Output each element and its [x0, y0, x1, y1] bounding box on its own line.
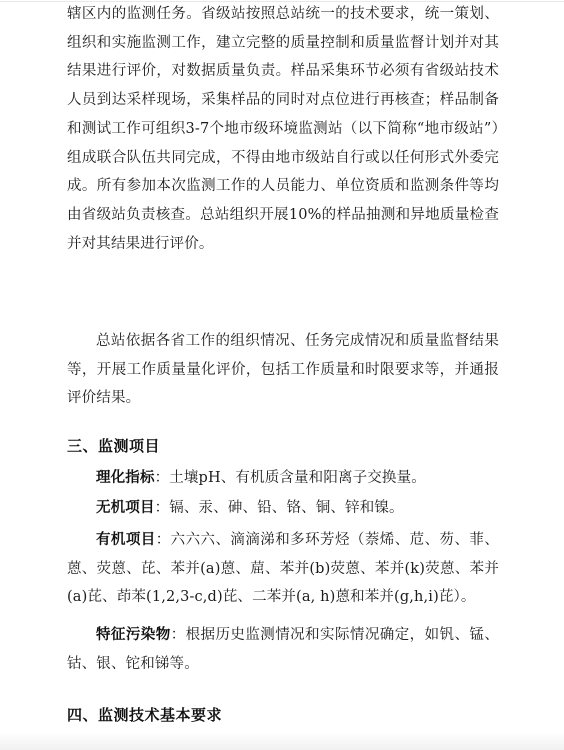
item-organic-text: ：六六六、滴滴涕和多环芳烃（萘烯、苊、芴、菲、蒽、荧蒽、芘、苯并(a)蒽、䓛、苯并(b)荧蒽、苯并(k)荧蒽、苯并(a)芘、茚苯(1,2,3-c,d)芘、二苯并(a, h)蒽和苯并(g,h,i)芘）。 [67, 532, 499, 606]
item-inorganic-label: 无机项目 [96, 500, 155, 516]
item-inorganic-text: ：镉、汞、砷、铅、铬、铜、锌和镍。 [154, 500, 404, 516]
item-inorganic [67, 494, 499, 523]
item-physchem-text: ：土壤pH、有机质含量和阳离子交换量。 [154, 470, 426, 486]
item-special-label: 特征污染物 [96, 627, 171, 643]
scan-bottom-edge [0, 732, 564, 750]
section-heading-monitoring-items: 三、监测项目 [67, 437, 161, 455]
paragraph-evaluation: 总站依据各省工作的组织情况、任务完成情况和质量监督结果等，开展工作质量量化评价，包括工作质量和时限要求等，并通报评价结果。 [67, 333, 499, 407]
item-organic-label: 有机项目 [96, 532, 156, 548]
item-special-pollutants [67, 621, 499, 678]
item-physchem [67, 464, 499, 493]
paragraph-monitoring-tasks: 辖区内的监测任务。省级站按照总站统一的技术要求，统一策划、组织和实施监测工作，建立完整的质量控制和质量监督计划并对其结果进行评价，对数据质量负责。样品采集环节必须有省级站技术人员到达采样现场，采集样品的同时对点位进行再核查；样品制备和测试工作可组织3-7个地市级环境监测站（以下简称“地市级站”）组成联合队伍共同完成，不得由地市级站自行或以任何形式外委完成。所有参加本次监测工作的人员能力、单位资质和监测条件等均由省级站负责核查。总站组织开展10%的样品抽测和异地质量检查并对其结果进行评价。 [67, 6, 499, 252]
item-physchem-label: 理化指标 [96, 470, 155, 486]
item-organic [67, 526, 499, 612]
section-heading-technical-requirements: 四、监测技术基本要求 [67, 706, 223, 724]
item-special-text: ：根据历史监测情况和实际情况确定，如钒、锰、钴、银、铊和锑等。 [67, 627, 499, 672]
